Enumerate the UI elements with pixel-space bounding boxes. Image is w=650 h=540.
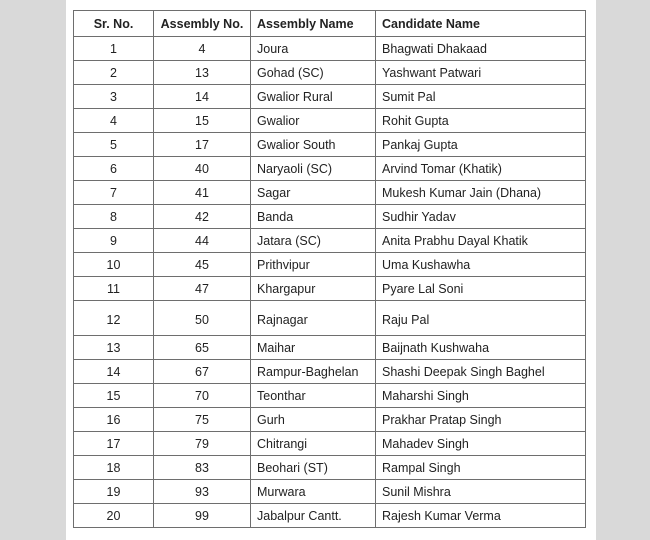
table-row bbox=[74, 277, 586, 301]
cell-assembly-no: 83 bbox=[154, 456, 251, 480]
cell-candidate-name: Rajesh Kumar Verma bbox=[376, 504, 586, 528]
cell-assembly-no: 50 bbox=[154, 301, 251, 336]
cell-assembly-name: Banda bbox=[251, 205, 376, 229]
document-page bbox=[66, 0, 596, 540]
cell-candidate-name: Baijnath Kushwaha bbox=[376, 336, 586, 360]
cell-assembly-no: 4 bbox=[154, 37, 251, 61]
table-row bbox=[74, 360, 586, 384]
cell-assembly-no: 15 bbox=[154, 109, 251, 133]
cell-candidate-name: Rampal Singh bbox=[376, 456, 586, 480]
cell-assembly-name: Gwalior Rural bbox=[251, 85, 376, 109]
cell-assembly-no: 45 bbox=[154, 253, 251, 277]
cell-candidate-name: Maharshi Singh bbox=[376, 384, 586, 408]
cell-assembly-name: Jabalpur Cantt. bbox=[251, 504, 376, 528]
candidate-list-table bbox=[73, 10, 586, 528]
header-assembly-no: Assembly No. bbox=[154, 11, 251, 37]
cell-assembly-name: Chitrangi bbox=[251, 432, 376, 456]
table-body bbox=[74, 37, 586, 528]
table-row bbox=[74, 85, 586, 109]
cell-candidate-name: Anita Prabhu Dayal Khatik bbox=[376, 229, 586, 253]
cell-assembly-name: Maihar bbox=[251, 336, 376, 360]
cell-candidate-name: Arvind Tomar (Khatik) bbox=[376, 157, 586, 181]
cell-candidate-name: Uma Kushawha bbox=[376, 253, 586, 277]
table-row bbox=[74, 301, 586, 336]
table-row bbox=[74, 205, 586, 229]
cell-assembly-no: 75 bbox=[154, 408, 251, 432]
cell-sr-no: 20 bbox=[74, 504, 154, 528]
cell-assembly-name: Gwalior South bbox=[251, 133, 376, 157]
cell-sr-no: 16 bbox=[74, 408, 154, 432]
cell-sr-no: 18 bbox=[74, 456, 154, 480]
cell-candidate-name: Shashi Deepak Singh Baghel bbox=[376, 360, 586, 384]
table-row bbox=[74, 133, 586, 157]
table-header-row bbox=[74, 11, 586, 37]
cell-assembly-no: 44 bbox=[154, 229, 251, 253]
cell-sr-no: 6 bbox=[74, 157, 154, 181]
cell-assembly-name: Beohari (ST) bbox=[251, 456, 376, 480]
cell-assembly-name: Murwara bbox=[251, 480, 376, 504]
cell-assembly-no: 13 bbox=[154, 61, 251, 85]
cell-candidate-name: Bhagwati Dhakaad bbox=[376, 37, 586, 61]
cell-assembly-name: Prithvipur bbox=[251, 253, 376, 277]
cell-assembly-no: 42 bbox=[154, 205, 251, 229]
cell-assembly-no: 41 bbox=[154, 181, 251, 205]
cell-sr-no: 7 bbox=[74, 181, 154, 205]
cell-sr-no: 15 bbox=[74, 384, 154, 408]
cell-sr-no: 8 bbox=[74, 205, 154, 229]
cell-sr-no: 11 bbox=[74, 277, 154, 301]
cell-sr-no: 14 bbox=[74, 360, 154, 384]
cell-assembly-name: Jatara (SC) bbox=[251, 229, 376, 253]
cell-assembly-name: Rajnagar bbox=[251, 301, 376, 336]
table-row bbox=[74, 408, 586, 432]
cell-sr-no: 3 bbox=[74, 85, 154, 109]
cell-assembly-name: Rampur-Baghelan bbox=[251, 360, 376, 384]
table-row bbox=[74, 37, 586, 61]
cell-candidate-name: Prakhar Pratap Singh bbox=[376, 408, 586, 432]
cell-candidate-name: Mukesh Kumar Jain (Dhana) bbox=[376, 181, 586, 205]
cell-assembly-name: Sagar bbox=[251, 181, 376, 205]
cell-assembly-no: 14 bbox=[154, 85, 251, 109]
cell-assembly-no: 93 bbox=[154, 480, 251, 504]
cell-sr-no: 2 bbox=[74, 61, 154, 85]
cell-assembly-name: Teonthar bbox=[251, 384, 376, 408]
cell-assembly-no: 17 bbox=[154, 133, 251, 157]
cell-candidate-name: Mahadev Singh bbox=[376, 432, 586, 456]
cell-sr-no: 19 bbox=[74, 480, 154, 504]
cell-sr-no: 5 bbox=[74, 133, 154, 157]
cell-assembly-name: Gohad (SC) bbox=[251, 61, 376, 85]
table-row bbox=[74, 432, 586, 456]
cell-assembly-name: Naryaoli (SC) bbox=[251, 157, 376, 181]
table-row bbox=[74, 109, 586, 133]
cell-sr-no: 9 bbox=[74, 229, 154, 253]
cell-assembly-name: Gwalior bbox=[251, 109, 376, 133]
cell-candidate-name: Pyare Lal Soni bbox=[376, 277, 586, 301]
cell-sr-no: 17 bbox=[74, 432, 154, 456]
cell-assembly-no: 47 bbox=[154, 277, 251, 301]
table-row bbox=[74, 504, 586, 528]
table-row bbox=[74, 229, 586, 253]
cell-candidate-name: Sunil Mishra bbox=[376, 480, 586, 504]
header-sr-no: Sr. No. bbox=[74, 11, 154, 37]
cell-sr-no: 13 bbox=[74, 336, 154, 360]
cell-candidate-name: Sumit Pal bbox=[376, 85, 586, 109]
table-row bbox=[74, 456, 586, 480]
table-row bbox=[74, 336, 586, 360]
cell-assembly-no: 79 bbox=[154, 432, 251, 456]
table-row bbox=[74, 181, 586, 205]
cell-sr-no: 4 bbox=[74, 109, 154, 133]
cell-sr-no: 12 bbox=[74, 301, 154, 336]
cell-candidate-name: Rohit Gupta bbox=[376, 109, 586, 133]
cell-candidate-name: Pankaj Gupta bbox=[376, 133, 586, 157]
header-candidate-name: Candidate Name bbox=[376, 11, 586, 37]
cell-assembly-no: 65 bbox=[154, 336, 251, 360]
cell-assembly-no: 67 bbox=[154, 360, 251, 384]
cell-assembly-no: 70 bbox=[154, 384, 251, 408]
table-row bbox=[74, 61, 586, 85]
cell-assembly-name: Joura bbox=[251, 37, 376, 61]
cell-assembly-name: Khargapur bbox=[251, 277, 376, 301]
cell-sr-no: 1 bbox=[74, 37, 154, 61]
cell-sr-no: 10 bbox=[74, 253, 154, 277]
cell-assembly-no: 99 bbox=[154, 504, 251, 528]
cell-assembly-name: Gurh bbox=[251, 408, 376, 432]
header-assembly-name: Assembly Name bbox=[251, 11, 376, 37]
table-row bbox=[74, 384, 586, 408]
table-row bbox=[74, 157, 586, 181]
cell-assembly-no: 40 bbox=[154, 157, 251, 181]
table-row bbox=[74, 480, 586, 504]
cell-candidate-name: Sudhir Yadav bbox=[376, 205, 586, 229]
cell-candidate-name: Yashwant Patwari bbox=[376, 61, 586, 85]
table-row bbox=[74, 253, 586, 277]
cell-candidate-name: Raju Pal bbox=[376, 301, 586, 336]
